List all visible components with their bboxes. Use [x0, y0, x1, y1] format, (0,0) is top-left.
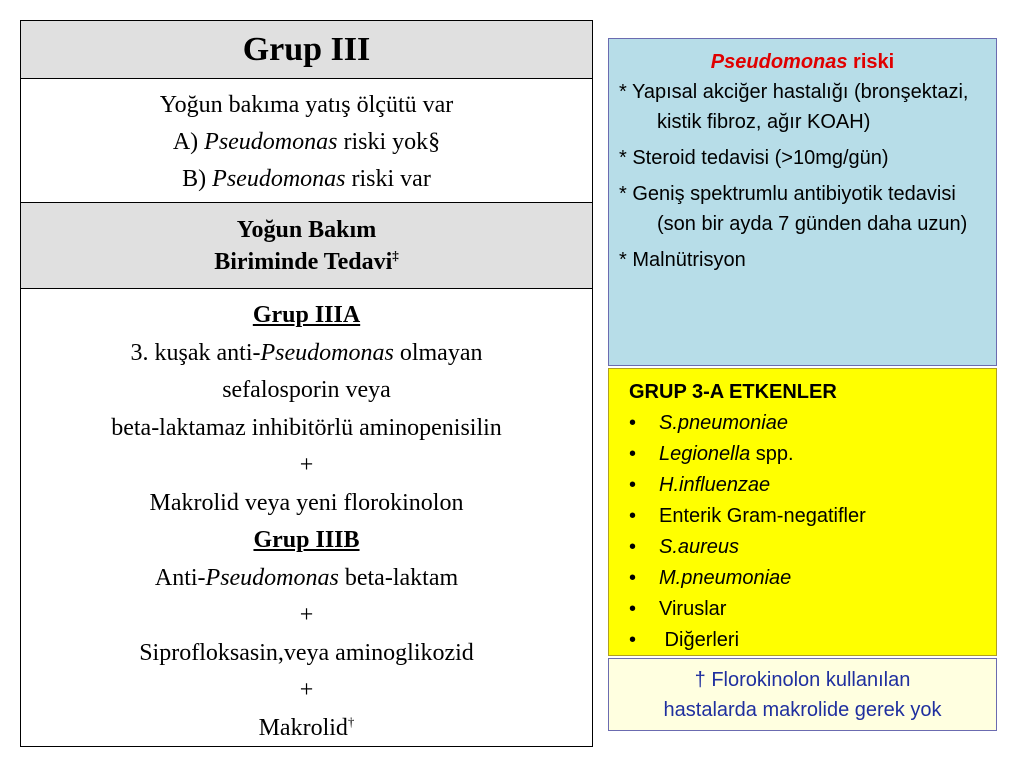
bullet-icon: •: [629, 443, 637, 465]
list-item: [629, 594, 986, 625]
pathogen-italic: S.pneumoniae: [659, 412, 788, 434]
group-a-line-4: Makrolid veya yeni florokinolon: [149, 489, 464, 516]
dagger-footnote-mark: †: [347, 713, 355, 729]
icu-line-2-text: Biriminde Tedavi: [214, 249, 393, 275]
group-a-line-1-prefix: 3. kuşak anti-: [130, 339, 261, 366]
group-b-title: Grup IIIB: [253, 527, 360, 553]
risk-title-rest: riski: [847, 51, 895, 73]
footnote-line-1-text: Florokinolon kullanılan: [705, 669, 911, 691]
pathogen-italic: M.pneumoniae: [659, 567, 792, 589]
footnote-box: [608, 658, 997, 731]
group-a-line-3: beta-laktamaz inhibitörlü aminopenisilin: [111, 414, 502, 441]
list-item: [629, 625, 986, 656]
criteria-a-prefix: A): [172, 129, 205, 155]
group-a-line-1: [21, 335, 592, 373]
criteria-line-1: Yoğun bakıma yatış ölçütü var: [159, 92, 454, 118]
footnote-dagger: †: [694, 669, 706, 691]
group-a-line-1-suffix: olmayan: [393, 339, 483, 366]
pseudomonas-risk-box: [608, 38, 997, 366]
bullet-icon: •: [629, 474, 637, 496]
group-b-line-1-italic: Pseudomonas: [205, 564, 339, 591]
group-b-line-3-text: Makrolid: [258, 714, 348, 741]
list-item: [629, 470, 986, 501]
treatment-cell: [21, 289, 592, 746]
pathogen-text: Viruslar: [659, 598, 727, 620]
bullet-icon: •: [629, 567, 637, 589]
list-item: [629, 563, 986, 594]
icu-footnote-mark: ‡: [392, 248, 399, 263]
pathogen-italic: S.aureus: [659, 536, 740, 558]
group-b-line-2: Siprofloksasin,veya aminoglikozid: [139, 639, 474, 666]
pathogen-italic: Legionella: [659, 443, 751, 465]
risk-item: * Geniş spektrumlu antibiyotik tedavisi (son bir ayda 7 günden daha uzun): [619, 183, 968, 235]
criteria-a-suffix: riski yok§: [337, 129, 441, 155]
plus-sign-2: +: [299, 602, 314, 628]
risk-title-italic: Pseudomonas: [710, 51, 848, 73]
bullet-icon: •: [629, 412, 637, 434]
etkenler-box: [608, 368, 997, 656]
list-item: [629, 439, 986, 470]
icu-line-1: Yoğun Bakım: [236, 217, 377, 243]
group-a-title: Grup IIIA: [252, 302, 361, 328]
criteria-b-prefix: B): [182, 166, 213, 192]
group-a-line-2: sefalosporin veya: [222, 377, 391, 403]
pathogen-italic: H.influenzae: [659, 474, 771, 496]
risk-item: * Yapısal akciğer hastalığı (bronşektazi, kistik fibroz, ağır KOAH): [619, 81, 969, 133]
pathogen-text: spp.: [750, 443, 794, 465]
pathogen-text: Diğerleri: [659, 629, 740, 651]
footnote-line-1: [609, 665, 996, 695]
list-item: [629, 501, 986, 532]
group-b-line-3: [21, 710, 592, 748]
criteria-line-a: [21, 124, 592, 161]
criteria-cell: [21, 79, 592, 203]
footnote-line-2: hastalarda makrolide gerek yok: [663, 699, 942, 721]
risk-item: * Steroid tedavisi (>10mg/gün): [619, 147, 889, 169]
icu-line-2: [21, 246, 592, 278]
plus-sign-3: +: [299, 677, 314, 703]
bullet-icon: •: [629, 536, 637, 558]
etkenler-title: GRUP 3-A ETKENLER: [629, 381, 837, 403]
group-a-line-1-italic: Pseudomonas: [260, 339, 394, 366]
bullet-icon: •: [629, 505, 637, 527]
group-b-line-1-prefix: Anti-: [154, 564, 206, 591]
bullet-icon: •: [629, 629, 637, 651]
icu-cell: [21, 203, 592, 289]
plus-sign-1: +: [299, 452, 314, 478]
group-b-line-1-suffix: beta-laktam: [338, 564, 459, 591]
criteria-b-italic: Pseudomonas: [212, 166, 346, 192]
criteria-line-b: [21, 161, 592, 198]
list-item: [629, 408, 986, 439]
risk-title: [619, 47, 986, 77]
group-b-line-1: [21, 560, 592, 598]
criteria-b-suffix: riski var: [345, 166, 431, 192]
criteria-a-italic: Pseudomonas: [204, 129, 338, 155]
pathogen-text: Enterik Gram-negatifler: [659, 505, 866, 527]
list-item: [629, 532, 986, 563]
treatment-table: [20, 20, 593, 747]
bullet-icon: •: [629, 598, 637, 620]
risk-item: * Malnütrisyon: [619, 249, 746, 271]
table-title: Grup III: [21, 21, 592, 79]
